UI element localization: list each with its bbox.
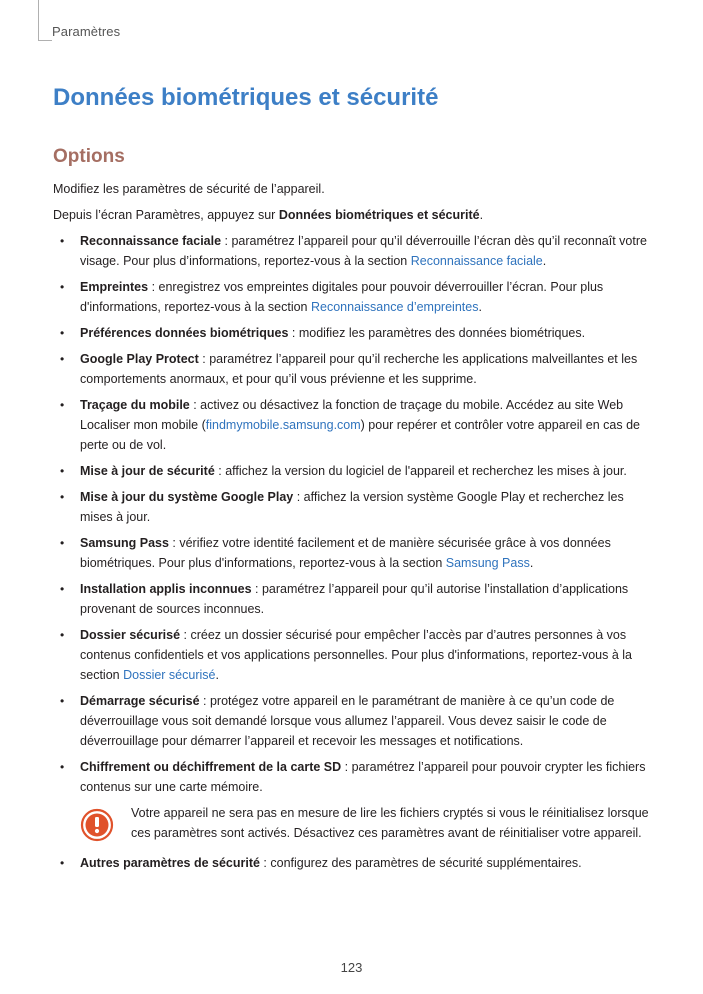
list-item: • Dossier sécurisé : créez un dossier sécurisé pour empêcher l’accès par d’autres personnes à vos contenus confidentiels et vos applications personnelles. Pour plus d'informations, reportez-vous à la section Dossier sécurisé.: [60, 628, 633, 682]
intro-line-1: Modifiez les paramètres de sécurité de l’appareil.: [53, 182, 325, 196]
list-item: • Autres paramètres de sécurité : configurez des paramètres de sécurité supplémentaires.: [60, 856, 582, 870]
list-item: • Google Play Protect : paramétrez l’appareil pour qu’il recherche les applications malveillantes et les comportements anormaux, et pour qu’il vous prévienne et les supprime.: [60, 352, 638, 386]
link-dossier-securise[interactable]: Dossier sécurisé: [123, 668, 216, 682]
corner-mark-vertical: [38, 0, 39, 40]
list-item: • Mise à jour du système Google Play : affichez la version système Google Play et recherchez les mises à jour.: [60, 490, 624, 524]
intro-line-2: Depuis l’écran Paramètres, appuyez sur Données biométriques et sécurité.: [53, 208, 484, 222]
link-samsung-pass[interactable]: Samsung Pass: [445, 556, 530, 570]
list-item: • Empreintes : enregistrez vos empreintes digitales pour pouvoir déverrouiller l’écran. Pour plus d'informations, reportez-vous à la section Reconnaissance d’empreintes.: [60, 280, 604, 314]
link-findmymobile[interactable]: findmymobile.samsung.com: [205, 418, 361, 432]
list-item: • Mise à jour de sécurité : affichez la version du logiciel de l'appareil et recherchez les mises à jour.: [60, 464, 627, 478]
warning-note: [80, 803, 653, 843]
warning-text: Votre appareil ne sera pas en mesure de lire les fichiers cryptés si vous le réinitialisez lorsque ces paramètres sont activés. Désactivez ces paramètres avant de réinitialiser votre appareil.: [131, 806, 649, 840]
list-item: • Installation applis inconnues : paramétrez l’appareil pour qu’il autorise l’installation d’applications provenant de sources inconnues.: [60, 582, 629, 616]
intro: [53, 179, 653, 231]
corner-mark-horizontal: [38, 40, 52, 41]
list-item: • Samsung Pass : vérifiez votre identité facilement et de manière sécurisée grâce à vos données biométriques. Pour plus d'informations, reportez-vous à la section Samsung Pass.: [60, 536, 611, 570]
page-number: 123: [340, 960, 363, 975]
options-list: [53, 231, 653, 879]
section-title: Options: [53, 146, 125, 167]
warning-icon: [80, 808, 114, 842]
list-item: • Reconnaissance faciale : paramétrez l’appareil pour qu’il déverrouille l’écran dès qu’il reconnaît votre visage. Pour plus d’informations, reportez-vous à la section Reconnaissance faciale.: [60, 234, 647, 268]
list-item: • Démarrage sécurisé : protégez votre appareil en le paramétrant de manière à ce qu’un code de déverrouillage vous soit demandé lorsque vous allumez l’appareil. Vous devez saisir le code de déverrouillage pour démarrer l’appareil et recevoir les messages et notifications.: [60, 694, 615, 748]
list-item: • Préférences données biométriques : modifiez les paramètres des données biométriques.: [60, 326, 586, 340]
list-item: • Traçage du mobile : activez ou désactivez la fonction de traçage du mobile. Accédez au site Web Localiser mon mobile (findmymobile.samsung.com) pour repérer et contrôler votre appareil en cas de perte ou de vol.: [60, 398, 640, 452]
intro-path: Données biométriques et sécurité: [278, 208, 480, 222]
list-item: • Chiffrement ou déchiffrement de la carte SD : paramétrez l’appareil pour pouvoir crypter les fichiers contenus sur une carte mémoire.: [60, 760, 646, 794]
page-title: Données biométriques et sécurité: [53, 84, 439, 111]
link-reconnaissance-faciale[interactable]: Reconnaissance faciale: [410, 254, 543, 268]
running-header: Paramètres: [52, 24, 121, 39]
link-reconnaissance-empreintes[interactable]: Reconnaissance d’empreintes: [310, 300, 479, 314]
